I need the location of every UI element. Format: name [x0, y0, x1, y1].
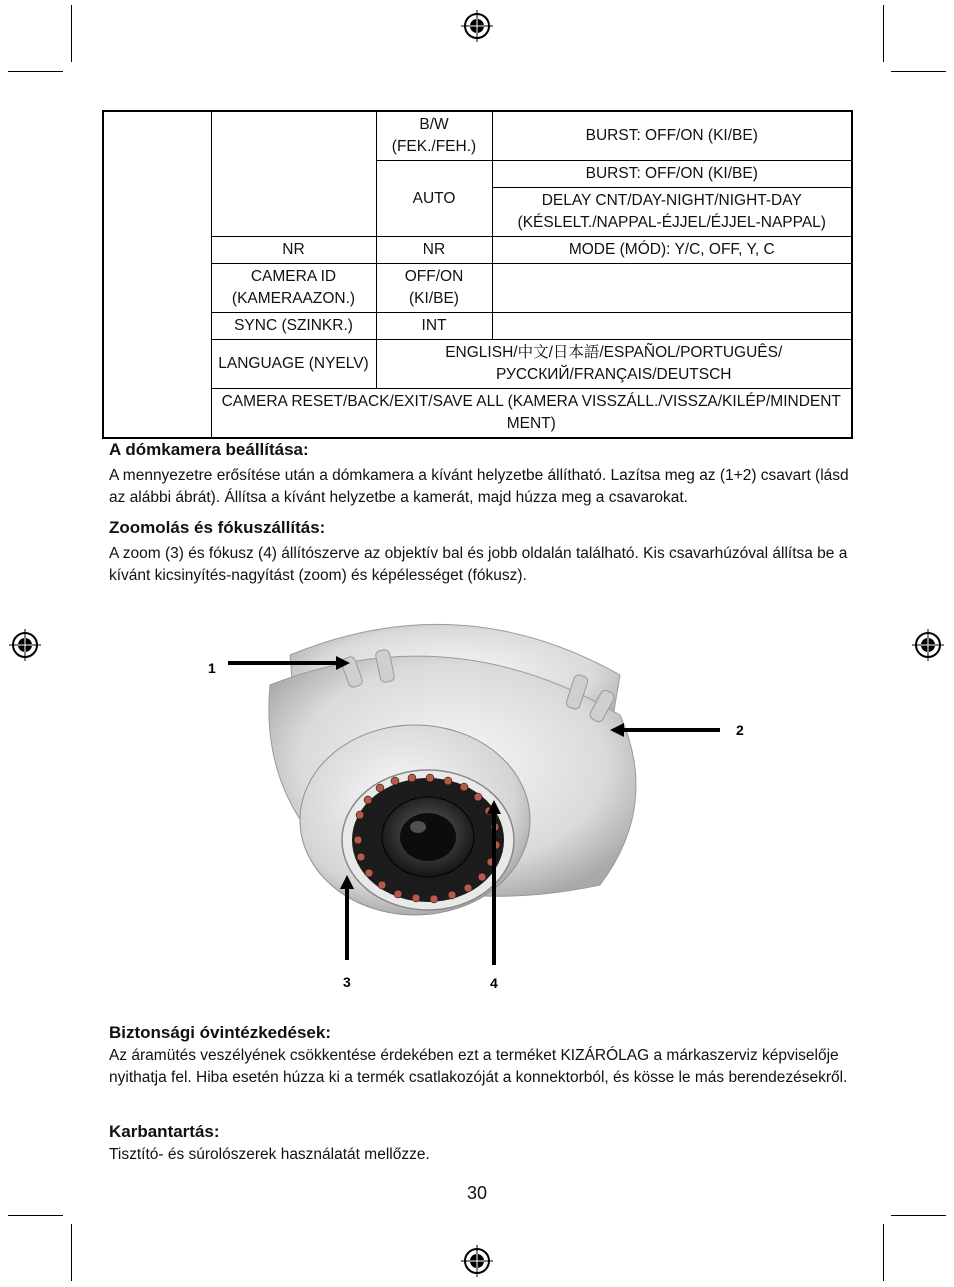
section-maintenance	[109, 1121, 854, 1166]
crop-mark	[71, 5, 72, 62]
callout-label: 1	[208, 660, 216, 676]
table-cell: CAMERA RESET/BACK/EXIT/SAVE ALL (KAMERA VISSZÁLL./VISSZA/KILÉP/MINDENT MENT)	[211, 389, 852, 439]
empty-cell	[103, 111, 211, 438]
registration-mark-icon	[461, 10, 493, 42]
table-cell: BURST: OFF/ON (KI/BE)	[492, 161, 852, 188]
table-cell: DELAY CNT/DAY-NIGHT/NIGHT-DAY (KÉSLELT./NAPPAL-ÉJJEL/ÉJJEL-NAPPAL)	[492, 188, 852, 237]
page-number: 30	[466, 1183, 488, 1203]
menu-settings-table	[102, 110, 853, 439]
section-text: A mennyezetre erősítése után a dómkamera a kívánt helyzetbe állítható. Lazítsa meg az (1+2) csavart (lásd az alábbi ábrát). Állítsa a kívánt helyzetbe a kamerát, majd húzza meg a csavarokat.	[109, 467, 849, 506]
table-cell: MODE (MÓD): Y/C, OFF, Y, C	[492, 237, 852, 264]
callout-label: 2	[736, 722, 744, 738]
section-heading: Biztonsági óvintézkedések:	[109, 1023, 332, 1042]
crop-mark	[883, 1224, 884, 1281]
table-cell: NR	[211, 237, 376, 264]
crop-mark	[891, 71, 946, 72]
table-cell: LANGUAGE (NYELV)	[211, 340, 376, 389]
section-text: Az áramütés veszélyének csökkentése érdekében ezt a terméket KIZÁRÓLAG a márkaszerviz képviselője nyithatja fel. Hiba esetén húzza ki a termék csatlakozóját a konnektorból, és kösse le más berendezésekről.	[109, 1047, 848, 1086]
dome-camera-figure	[200, 595, 760, 995]
registration-mark-icon	[9, 629, 41, 661]
registration-mark-icon	[461, 1245, 493, 1277]
crop-mark	[71, 1224, 72, 1281]
table-cell: CAMERA ID (KAMERAAZON.)	[211, 264, 376, 313]
crop-mark	[891, 1215, 946, 1216]
section-zoom-focus	[109, 517, 854, 587]
table-cell: AUTO	[376, 161, 492, 237]
table-cell: SYNC (SZINKR.)	[211, 313, 376, 340]
empty-cell	[211, 111, 376, 237]
section-dome-adjustment	[109, 439, 854, 509]
empty-cell	[492, 264, 852, 313]
crop-mark	[8, 71, 63, 72]
table-cell: OFF/ON (KI/BE)	[376, 264, 492, 313]
registration-mark-icon	[912, 629, 944, 661]
table-cell: ENGLISH/中文/日本語/ESPAÑOL/PORTUGUÊS/ РУССКИЙ/FRANÇAIS/DEUTSCH	[376, 340, 852, 389]
section-text: Tisztító- és súrolószerek használatát mellőzze.	[109, 1146, 430, 1163]
crop-mark	[883, 5, 884, 62]
table-cell: INT	[376, 313, 492, 340]
section-text: A zoom (3) és fókusz (4) állítószerve az objektív bal és jobb oldalán található. Kis csavarhúzóval állítsa be a kívánt kicsinyítés-nagyítást (zoom) és képélességet (fókusz).	[109, 545, 848, 584]
callout-label: 3	[343, 974, 351, 990]
section-heading: Zoomolás és fókuszállítás:	[109, 518, 326, 537]
table-cell: BURST: OFF/ON (KI/BE)	[492, 111, 852, 161]
section-heading: A dómkamera beállítása:	[109, 440, 309, 459]
table-cell: NR	[376, 237, 492, 264]
callout-label: 4	[490, 975, 498, 991]
crop-mark	[8, 1215, 63, 1216]
empty-cell	[492, 313, 852, 340]
section-safety	[109, 1022, 854, 1089]
section-heading: Karbantartás:	[109, 1122, 220, 1141]
table-cell: B/W (FEK./FEH.)	[376, 111, 492, 161]
